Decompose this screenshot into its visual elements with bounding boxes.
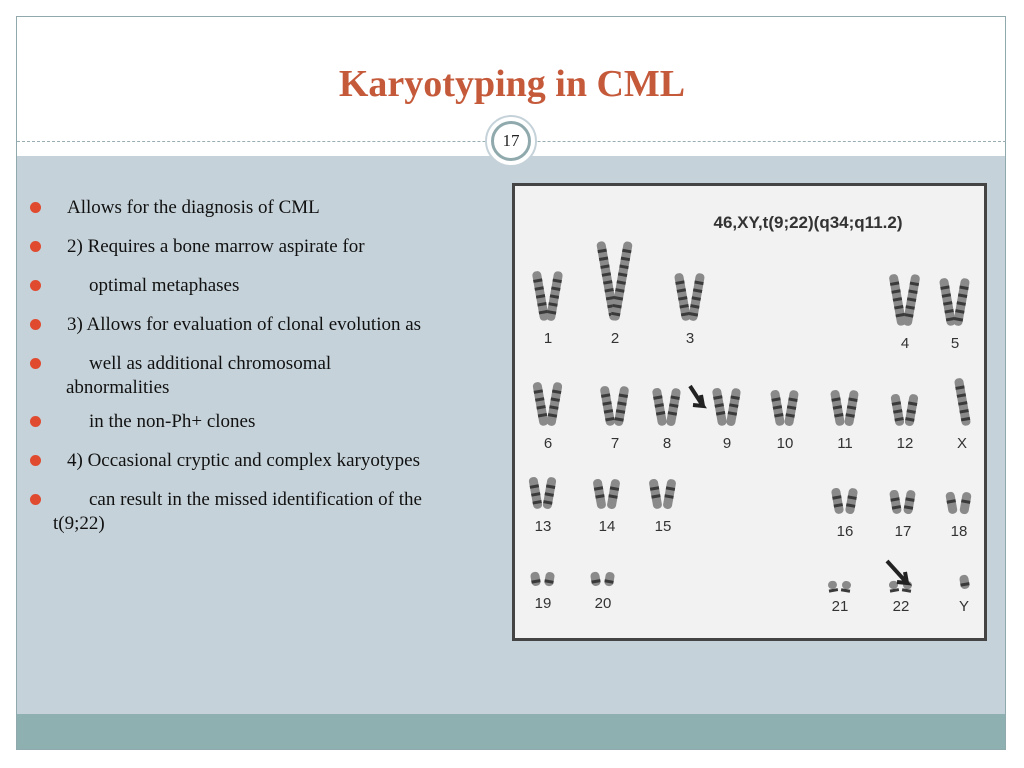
chromosome-shape	[889, 489, 902, 514]
chromosome-label: 16	[836, 523, 854, 540]
bullet-item: in the non-Ph+ clones	[30, 410, 510, 434]
arrow-icon	[690, 386, 703, 406]
chromosome-label: 20	[594, 595, 612, 612]
chromosome-label: 7	[610, 435, 620, 452]
chromosome-label: 4	[900, 335, 910, 352]
chromosome-shape	[544, 571, 555, 586]
chromosome-shape	[532, 381, 549, 426]
chromosome-label: 15	[654, 518, 672, 535]
chromosome-shape	[831, 487, 844, 514]
chromosome-shape	[604, 571, 615, 586]
bullet-item: optimal metaphases	[30, 274, 510, 298]
bullet-continuation: t(9;22)	[53, 513, 105, 534]
chromosome-shape	[590, 571, 601, 586]
chromosome-label: 1	[543, 330, 553, 347]
chromosome-label: 9	[722, 435, 732, 452]
chromosome-label: Y	[958, 598, 970, 615]
chromosome-label: 2	[610, 330, 620, 347]
chromosome-label: 10	[776, 435, 794, 452]
chromosome-shape	[530, 571, 541, 586]
page-number-badge	[485, 115, 537, 167]
chromosome-shape	[606, 479, 620, 510]
footer-band	[17, 714, 1005, 749]
chromosome-shape	[903, 489, 916, 514]
bullet-item: 3) Allows for evaluation of clonal evolution as	[30, 313, 510, 337]
bullet-list	[30, 196, 510, 551]
bullet-item: well as additional chromosomal abnormalities	[30, 352, 510, 400]
bullet-item: 2) Requires a bone marrow aspirate for	[30, 235, 510, 259]
bullet-item: can result in the missed identification of the t(9;22)	[30, 488, 510, 536]
bullet-dot-icon	[30, 455, 41, 466]
page-number: 17	[491, 121, 531, 161]
chromosome-label: 11	[837, 435, 853, 452]
bullet-dot-icon	[30, 202, 41, 213]
bullet-dot-icon	[30, 319, 41, 330]
chromosome-label: 12	[896, 435, 914, 452]
chromosome-shape	[845, 488, 858, 515]
karyotype-figure	[515, 186, 984, 638]
chromosome-label: 19	[534, 595, 552, 612]
bullet-dot-icon	[30, 416, 41, 427]
chromosome-shape	[662, 479, 676, 510]
chromosome-label: 6	[543, 435, 553, 452]
chromosome-shape	[546, 382, 563, 427]
karyotype-image	[512, 183, 987, 641]
karyotype-caption: 46,XY,t(9;22)(q34;q11.2)	[713, 213, 903, 232]
arrow-icon	[887, 561, 907, 583]
chromosome-label: 3	[685, 330, 695, 347]
chromosome-label: 13	[534, 518, 552, 535]
chromosome-label: 21	[831, 598, 849, 615]
bullet-continuation: abnormalities	[66, 377, 170, 398]
chromosome-label: X	[956, 435, 968, 452]
bullet-dot-icon	[30, 241, 41, 252]
chromosome-shape	[841, 580, 851, 589]
chromosome-shape	[592, 478, 606, 509]
chromosome-label: 8	[662, 435, 672, 452]
bullet-item: Allows for the diagnosis of CML	[30, 196, 510, 220]
chromosome-label: 22	[892, 598, 910, 615]
chromosome-label: 18	[950, 523, 968, 540]
bullet-dot-icon	[30, 494, 41, 505]
chromosome-label: 5	[950, 335, 960, 352]
chromosome-label: 14	[598, 518, 616, 535]
bullet-item: 4) Occasional cryptic and complex karyotypes	[30, 449, 510, 473]
chromosome-shape	[959, 574, 970, 589]
slide-title: Karyotyping in CML	[338, 63, 686, 105]
bullet-dot-icon	[30, 358, 41, 369]
chromosome-shape	[648, 478, 662, 509]
chromosome-label: 17	[894, 523, 912, 540]
chromosome-shape	[827, 580, 837, 589]
bullet-dot-icon	[30, 280, 41, 291]
